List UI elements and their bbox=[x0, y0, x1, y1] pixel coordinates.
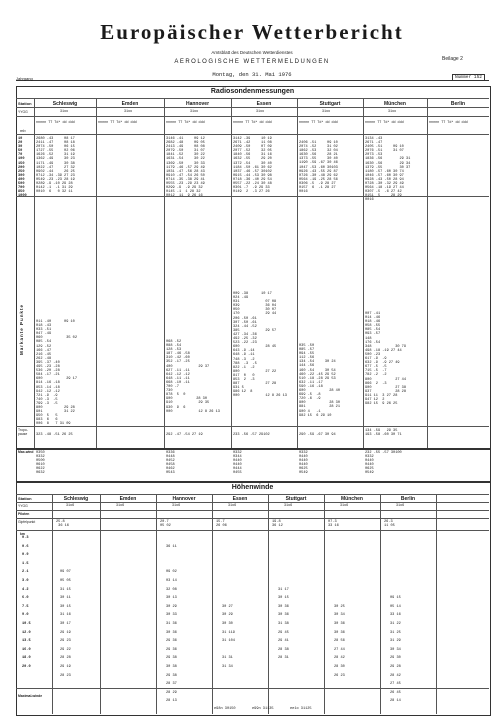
height-level: 6.0 bbox=[22, 596, 29, 601]
height-level: 12.0 bbox=[22, 630, 31, 635]
hw-piloten-label: Piloten bbox=[18, 512, 30, 516]
hw-maxwind-label: Maximal-winde bbox=[18, 694, 43, 698]
height-level: 20.0 bbox=[22, 664, 31, 669]
tropo-schleswig: 323 -48 -51 26 25 bbox=[36, 433, 73, 437]
divider bbox=[16, 494, 489, 495]
col-divider bbox=[100, 494, 101, 714]
hw-maxwind-value: ee1o 31125 bbox=[290, 707, 312, 711]
hw-maxwind-value: e99n 31135 bbox=[252, 707, 274, 711]
tropopause-label: Tropo-pause bbox=[18, 428, 28, 436]
issue-number: Nummer 152 bbox=[452, 74, 485, 81]
pressure-level: 400 bbox=[18, 177, 25, 182]
maxwind-hannover: 0336 0448 0452 0458 0462 0543 bbox=[166, 451, 175, 476]
divider bbox=[16, 510, 489, 511]
hw-yygg: 31o6 bbox=[228, 504, 237, 508]
col-code-header: nnnnn TT Tdᵈ dd ddd bbox=[36, 121, 75, 125]
col-code-header: nnnnn TT Tdᵈ dd ddd bbox=[429, 121, 468, 125]
hw-values-stuttgart: 31 17 30 15 30 36 30 36 31 38 29 45 29 41 28 38 28 31 bbox=[278, 587, 289, 661]
hw-station-berlin: Berlin bbox=[400, 496, 416, 502]
maxwind-essen: 0332 0344 0440 0440 0444 0455 bbox=[233, 451, 242, 476]
hw-yygg: 31o6 bbox=[172, 504, 181, 508]
height-level: 7.5 bbox=[22, 604, 29, 609]
hw-station-schleswig: Schleswig bbox=[63, 496, 89, 502]
issue-date: Montag, den 31. Mai 1976 bbox=[212, 71, 292, 78]
height-level: 18.0 bbox=[22, 656, 31, 661]
hw-station-label: Station bbox=[18, 496, 32, 501]
hw-station-emden: Emden bbox=[119, 496, 137, 502]
station-berlin: Berlin bbox=[450, 101, 466, 107]
col-divider bbox=[164, 98, 165, 448]
col-divider bbox=[96, 98, 97, 448]
pressure-level: 10 bbox=[18, 137, 23, 141]
col-code-header: nnnnn TT Tdᵈ dd ddd bbox=[365, 121, 404, 125]
pressure-level: 300 bbox=[18, 173, 25, 178]
mark-values-essen: 009 -38 10 17 024 -49 031 07 08 039 36 04 050 30 07 170 29 44 206 -50 -61 307 -50 -61 324 -44 -52 385 29 57 427 -34 -36 492 -25 -32 523 -22 -23 600 28 45 643 -9 -14 648 -9 -11 748 -3 -2 788 -3 -5 822 -1 -2 800 27 22 817 0 0 853 2 -3 887 27 28 931 5 986 12 8 000 12 8 26 13 bbox=[233, 292, 287, 399]
height-level: 3.0 bbox=[22, 578, 29, 583]
yygg-value: 31oo bbox=[124, 110, 133, 114]
mark-values-stuttgart: 035 -50 085 -57 094 -55 112 -56 134 -54 30 24 144 -56 160 -54 30 54 460 -22 -45 29 52 510 -18 -28 29 53 632 -11 -17 590 -16 -18 600 28 40 699 -5 -8 720 -6 -9 800 28 30 881 28 21 900 4 -1 982 15 6 29 10 bbox=[299, 344, 340, 418]
col-code-header: nnnnn TT Tdᵈ dd ddd bbox=[98, 121, 137, 125]
pressure-level: 700 bbox=[18, 186, 25, 191]
hw-values-schleswig: 09 07 05 05 31 15 30 11 30 15 31 16 30 17 29 19 29 23 29 22 28 28 29 19 28 23 bbox=[60, 570, 71, 678]
col-code-header: nnnnn TT Tdᵈ dd ddd bbox=[166, 121, 205, 125]
hw-values-muenchen: 30 25 30 34 30 36 30 36 28 56 27 44 28 42 28 30 26 23 bbox=[334, 604, 345, 678]
col-divider bbox=[297, 98, 298, 448]
height-level: 1.5 bbox=[22, 561, 29, 566]
col-divider bbox=[52, 494, 53, 714]
pressure-level: 20 bbox=[18, 141, 23, 146]
mark-values-hannover: 068 -52 088 -54 128 -53 187 -46 -58 310 -42 -60 352 -17 -25 400 29 37 627 -11 -11 642 -12 -12 648 -11 -11 668 -10 -11 700 -7 730 878 5 0 900 28 30 910 29 35 930 9 6 000 12 8 26 13 bbox=[166, 340, 220, 414]
std-values-muenchen: 3134 -43 2671 -47 2405 -51 09 10 2076 -51 31 07 2073 -53 1836 -56 29 31 1630 -56 29 34 1379 -55 30 37 1180 -57 -60 30 74 1046 -57 -60 30 97 0928 -43 -50 28 94 0728 -30 -32 29 49 0564 -18 -19 27 44 0307 -5 -6 27 42 0151 5 28 29 0016 bbox=[365, 137, 411, 203]
hw-station-hannover: Hannover bbox=[172, 496, 196, 502]
yygg-value: 31oo bbox=[190, 110, 199, 114]
divider bbox=[16, 530, 489, 531]
hw-gipfel-label: Gipfelpunkt bbox=[18, 520, 36, 524]
pressure-level: 30 bbox=[18, 145, 23, 150]
yygg-value: 31oo bbox=[60, 110, 69, 114]
col-divider bbox=[212, 494, 213, 714]
height-level: 0.3 bbox=[22, 536, 29, 540]
hw-yygg: 31o6 bbox=[340, 504, 349, 508]
hw-gipfel: 07.3 33 16 bbox=[328, 520, 339, 529]
supplement-label: Beilage 2 bbox=[442, 56, 463, 62]
divider bbox=[16, 518, 489, 519]
height-level: 13.5 bbox=[22, 639, 31, 644]
std-values-stuttgart: 2406 -51 09 10 2074 -52 31 02 1862 -53 32 04 1630 -56 28 21 1373 -55 30 40 1190 -59 -67 30 46 1047 -53 -60 30103 0926 -43 -55 29 87 0726 -30 -48 29 62 0564 -19 -25 28 56 0306 -5 -9 28 27 0157 6 -1 28 27 0016 bbox=[299, 141, 338, 195]
height-level: 0.9 bbox=[22, 553, 29, 558]
divider bbox=[16, 426, 489, 427]
pressure-level: 150 bbox=[18, 161, 25, 166]
hw-km-label: km bbox=[20, 532, 25, 536]
hw-values-hannover: 36 11 09 02 03 14 32 08 30 13 30 29 30 33 31 36 30 36 29 36 29 36 29 38 30 38 29 38 28 37 28 29 28 13 bbox=[166, 544, 177, 704]
maxwind-schleswig: 0350 0332 0500 0610 0622 0632 bbox=[36, 451, 45, 476]
col-divider bbox=[436, 494, 437, 714]
divider bbox=[16, 116, 489, 117]
tropo-muenchen: 134 -59 29 35 193 -58 -60 30 71 bbox=[365, 429, 402, 438]
col-divider bbox=[363, 98, 364, 448]
year-label: Jahrgang bbox=[16, 76, 33, 81]
station-emden: Emden bbox=[121, 101, 139, 107]
std-values-schleswig: 2680 -43 08 17 2411 -47 08 18 2074 -50 06 15 1727 -55 02 06 1626 -52 31 19 1362 -49 30 23 1171 -49 30 38 1022 -47 27 32 0902 -44 26 25 0712 -34 -39 27 23 0549 -23 -23 28 19 0289 -9 -10 29 28 0142 -1 -1 31 29 0010 6 0 32 11 bbox=[36, 137, 75, 195]
col-divider bbox=[268, 494, 269, 714]
header-rule bbox=[16, 80, 489, 81]
divider bbox=[16, 134, 489, 135]
maxwind-box bbox=[16, 448, 491, 482]
hoehenwinde-title: Höhenwinde bbox=[231, 484, 274, 491]
height-level: 2.1 bbox=[22, 570, 29, 575]
tropo-stuttgart: 290 -59 -67 30 94 bbox=[299, 433, 336, 437]
hw-yygg: 31o6 bbox=[116, 504, 125, 508]
col-divider bbox=[156, 494, 157, 714]
hw-gipfel: 20.7 05 02 bbox=[160, 520, 171, 529]
hw-station-essen: Essen bbox=[232, 496, 248, 502]
pressure-level: 1000 bbox=[18, 194, 27, 199]
station-label: Station bbox=[18, 101, 32, 106]
col-divider bbox=[34, 98, 35, 448]
divider bbox=[16, 107, 489, 108]
hw-station-stuttgart: Stuttgart bbox=[285, 496, 307, 502]
yygg-value: 31oo bbox=[388, 110, 397, 114]
station-hannover: Hannover bbox=[185, 101, 210, 107]
hw-yygg: 31o6 bbox=[66, 504, 75, 508]
pressure-level: 500 bbox=[18, 182, 25, 187]
station-schleswig: Schleswig bbox=[52, 101, 78, 107]
hw-gipfel: 15.7 26 06 bbox=[216, 520, 227, 529]
yygg-label: YYGG bbox=[18, 110, 28, 114]
col-code-header: nnnnn TT Tdᵈ dd ddd bbox=[233, 121, 272, 125]
col-divider bbox=[324, 494, 325, 714]
pressure-levels bbox=[18, 137, 27, 198]
page-title: Europäischer Wetterbericht bbox=[100, 20, 404, 44]
height-levels bbox=[22, 534, 31, 672]
hw-gipfel: 19.8 36 12 bbox=[272, 520, 283, 529]
pressure-level: 100 bbox=[18, 157, 25, 162]
tropo-essen: 233 -56 -57 29102 bbox=[233, 433, 270, 437]
hw-gipfel: 25.8 36 16 bbox=[56, 520, 69, 529]
hw-station-muenchen: München bbox=[341, 496, 363, 502]
hw-values-essen: 30 27 30 29 30 30 31 119 31 104 31 31 31 34 bbox=[222, 604, 235, 669]
std-values-hannover: 3146 -41 09 12 2682 -48 09 05 2413 -49 08 08 2079 -50 31 07 1841 -52 30 22 1631 -54 30 22 1369 -50 30 33 1179 -46 -57 29 49 1031 -47 -56 28 43 0910 -47 -54 26 50 0714 -35 -38 29 41 0555 -23 -29 23 49 0299 -9 -9 29 32 0145 -1 1 28 32 0012 11 9 26 16 bbox=[166, 137, 205, 199]
divider bbox=[16, 688, 489, 689]
pressure-level: 250 bbox=[18, 169, 25, 174]
height-level: 4.2 bbox=[22, 587, 29, 592]
hw-yygg-label: YYGG bbox=[18, 504, 28, 508]
yygg-value: 31oo bbox=[256, 110, 265, 114]
subtitle: Amtsblatt des Deutschen Wetterdienstes bbox=[211, 50, 293, 55]
col-divider bbox=[231, 98, 232, 448]
pressure-level: 70 bbox=[18, 153, 23, 158]
height-level: 0.6 bbox=[22, 544, 29, 549]
hw-gipfel: 26.3 11 05 bbox=[384, 520, 395, 529]
divider bbox=[16, 196, 489, 197]
col-code-header: nnnnn TT Tdᵈ dd ddd bbox=[299, 121, 338, 125]
hw-maxwind-value: e98n 30150 bbox=[214, 707, 236, 711]
station-stuttgart: Stuttgart bbox=[319, 101, 341, 107]
markante-punkte-label: Markante Punkte bbox=[19, 303, 24, 355]
station-essen: Essen bbox=[256, 101, 272, 107]
col-divider bbox=[427, 98, 428, 448]
section-subtitle: AEROLOGISCHE WETTERMELDUNGEN bbox=[174, 59, 330, 65]
divider bbox=[16, 502, 489, 503]
station-muenchen: München bbox=[384, 101, 406, 107]
hw-values-berlin: 09 15 05 14 33 16 31 22 31 25 31 29 30 34 29 30 29 28 28 42 27 45 26 45 28 14 bbox=[390, 596, 401, 704]
hw-yygg: 31o6 bbox=[284, 504, 293, 508]
tropo-hannover: 292 -47 -54 27 19 bbox=[166, 433, 203, 437]
mark-values-schleswig: 011 -40 09 10 018 -43 033 -51 047 -49 060 35 02 085 -54 129 -52 166 -47 216 -45 262 -48 395 -37 -40 495 -23 -28 536 -20 -28 584 -17 -21 600 29 17 814 -16 -18 853 -14 -18 942 -12 -12 721 -9 -9 740 -3 -5 799 -3 -5 800 29 28 901 31 22 950 5 5 983 6 6 006 8 7 31 09 bbox=[36, 320, 77, 427]
maxwind-stuttgart: 0332 0440 0440 0440 0625 0549 bbox=[299, 451, 308, 476]
pressure-level: 50 bbox=[18, 149, 23, 154]
divider bbox=[16, 98, 489, 99]
pressure-level: 200 bbox=[18, 165, 25, 170]
std-values-essen: 3142 -39 10 19 2671 -42 11 08 2409 -50 07 09 2077 -52 32 05 1840 -56 31 16 1632 -55 29 20 1372 -54 30 40 1184 -50 -61 30 62 1037 -46 -57 30102 0915 -44 -53 30 98 0718 -36 -40 29 54 0557 -22 -24 30 48 0301 -7 -9 29 33 0149 2 -3 27 26 bbox=[233, 137, 272, 195]
pressure-level: 850 bbox=[18, 190, 25, 195]
maxwind-label: Max-wind bbox=[18, 450, 34, 454]
mark-values-muenchen: 007 -41 014 -46 018 -46 058 -55 085 -54 093 -57 148 176 -54 348 30 79 498 -18 -19 27 44 500 -23 617 -9 -9 632 -9 -9 27 49 677 -5 -5 715 -5 -7 782 -2 -2 800 27 44 866 2 -3 900 27 38 937 28 28 911 11 3 27 28 947 12 2 982 15 9 26 25 bbox=[365, 312, 406, 407]
height-level: 16.0 bbox=[22, 647, 31, 652]
hw-yygg: 31o6 bbox=[396, 504, 405, 508]
mb-label: mb bbox=[20, 128, 26, 133]
maxwind-muenchen: 232 -55 -57 30100 0332 0440 0440 0625 0549 bbox=[365, 451, 402, 476]
radiosonde-title: Radiosondenmessungen bbox=[210, 88, 295, 95]
height-level: 9.0 bbox=[22, 613, 29, 618]
yygg-value: 31oo bbox=[322, 110, 331, 114]
col-divider bbox=[380, 494, 381, 714]
height-level: 10.5 bbox=[22, 621, 31, 626]
